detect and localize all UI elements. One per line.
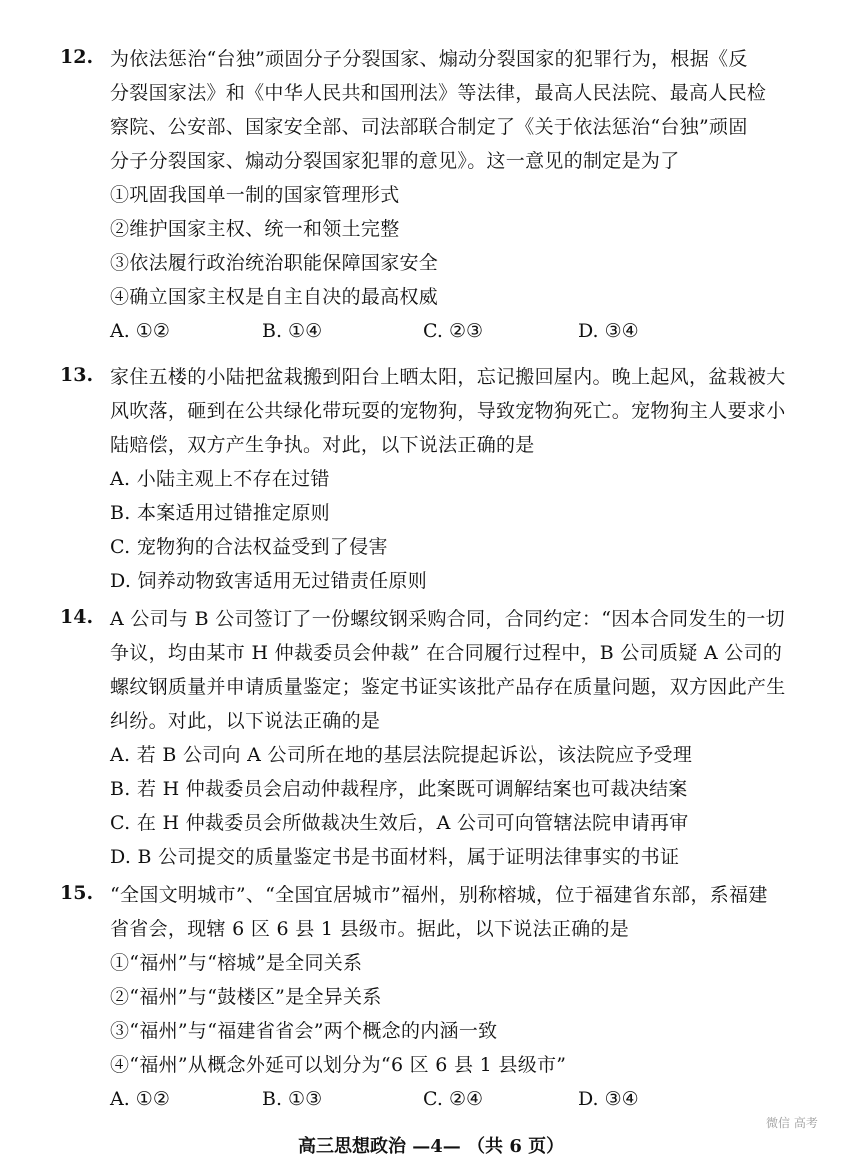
option-b[interactable]: B. 若 H 仲裁委员会启动仲裁程序，此案既可调解结案也可裁决结案	[110, 778, 688, 800]
option-d[interactable]: D. ③④	[578, 1088, 639, 1110]
option-a[interactable]: A. ①②	[110, 1088, 170, 1110]
option-d[interactable]: D. ③④	[578, 320, 639, 342]
question-text-line: 纠纷。对此，以下说法正确的是	[110, 710, 381, 732]
question-text-line: “全国文明城市”、“全国宜居城市”福州，别称榕城，位于福建省东部，系福建	[110, 884, 768, 906]
question-text-line: 风吹落，砸到在公共绿化带玩耍的宠物狗，导致宠物狗死亡。宠物狗主人要求小	[110, 400, 786, 422]
statement: ①“福州”与“榕城”是全同关系	[110, 952, 363, 974]
question-text-line: 争议，均由某市 H 仲裁委员会仲裁” 在合同履行过程中，B 公司质疑 A 公司的	[110, 642, 783, 664]
question-text-line: 陆赔偿，双方产生争执。对此，以下说法正确的是	[110, 434, 535, 456]
statement: ②维护国家主权、统一和领土完整	[110, 218, 400, 240]
option-a[interactable]: A. 若 B 公司向 A 公司所在地的基层法院提起诉讼，该法院应予受理	[110, 744, 693, 766]
question-number: 14.	[60, 606, 94, 628]
option-a[interactable]: A. 小陆主观上不存在过错	[110, 468, 330, 490]
statement: ③依法履行政治统治职能保障国家安全	[110, 252, 439, 274]
page-footer: 高三思想政治 —4— （共 6 页）	[298, 1136, 565, 1157]
question-text-line: A 公司与 B 公司签订了一份螺纹钢采购合同，合同约定：“因本合同发生的一切	[110, 608, 785, 630]
question-number: 13.	[60, 364, 94, 386]
question-text-line: 家住五楼的小陆把盆栽搬到阳台上晒太阳，忘记搬回屋内。晚上起风，盆栽被大	[110, 366, 786, 388]
option-b[interactable]: B. ①④	[262, 320, 323, 342]
question-number: 12.	[60, 46, 94, 68]
option-b[interactable]: B. 本案适用过错推定原则	[110, 502, 330, 524]
watermark: 微信 高考	[766, 1116, 818, 1130]
option-c[interactable]: C. ②④	[423, 1088, 484, 1110]
question-number: 15.	[60, 882, 94, 904]
option-c[interactable]: C. 在 H 仲裁委员会所做裁决生效后，A 公司可向管辖法院申请再审	[110, 812, 689, 834]
option-b[interactable]: B. ①③	[262, 1088, 323, 1110]
question-text-line: 为依法惩治“台独”顽固分子分裂国家、煽动分裂国家的犯罪行为，根据《反	[110, 48, 748, 70]
option-d[interactable]: D. 饲养动物致害适用无过错责任原则	[110, 570, 428, 592]
option-a[interactable]: A. ①②	[110, 320, 170, 342]
question-text-line: 省省会，现辖 6 区 6 县 1 县级市。据此，以下说法正确的是	[110, 918, 630, 940]
statement: ②“福州”与“鼓楼区”是全异关系	[110, 986, 382, 1008]
statement: ④确立国家主权是自主自决的最高权威	[110, 286, 439, 308]
option-d[interactable]: D. B 公司提交的质量鉴定书是书面材料，属于证明法律事实的书证	[110, 846, 680, 868]
option-c[interactable]: C. ②③	[423, 320, 484, 342]
question-text-line: 分裂国家法》和《中华人民共和国刑法》等法律，最高人民法院、最高人民检	[110, 82, 767, 104]
question-text-line: 察院、公安部、国家安全部、司法部联合制定了《关于依法惩治“台独”顽固	[110, 116, 748, 138]
question-text-line: 螺纹钢质量并申请质量鉴定；鉴定书证实该批产品存在质量问题，双方因此产生	[110, 676, 786, 698]
option-c[interactable]: C. 宠物狗的合法权益受到了侵害	[110, 536, 388, 558]
statement: ①巩固我国单一制的国家管理形式	[110, 184, 400, 206]
statement: ④“福州”从概念外延可以划分为“6 区 6 县 1 县级市”	[110, 1054, 567, 1076]
statement: ③“福州”与“福建省省会”两个概念的内涵一致	[110, 1020, 498, 1042]
question-text-line: 分子分裂国家、煽动分裂国家犯罪的意见》。这一意见的制定是为了	[110, 150, 680, 172]
